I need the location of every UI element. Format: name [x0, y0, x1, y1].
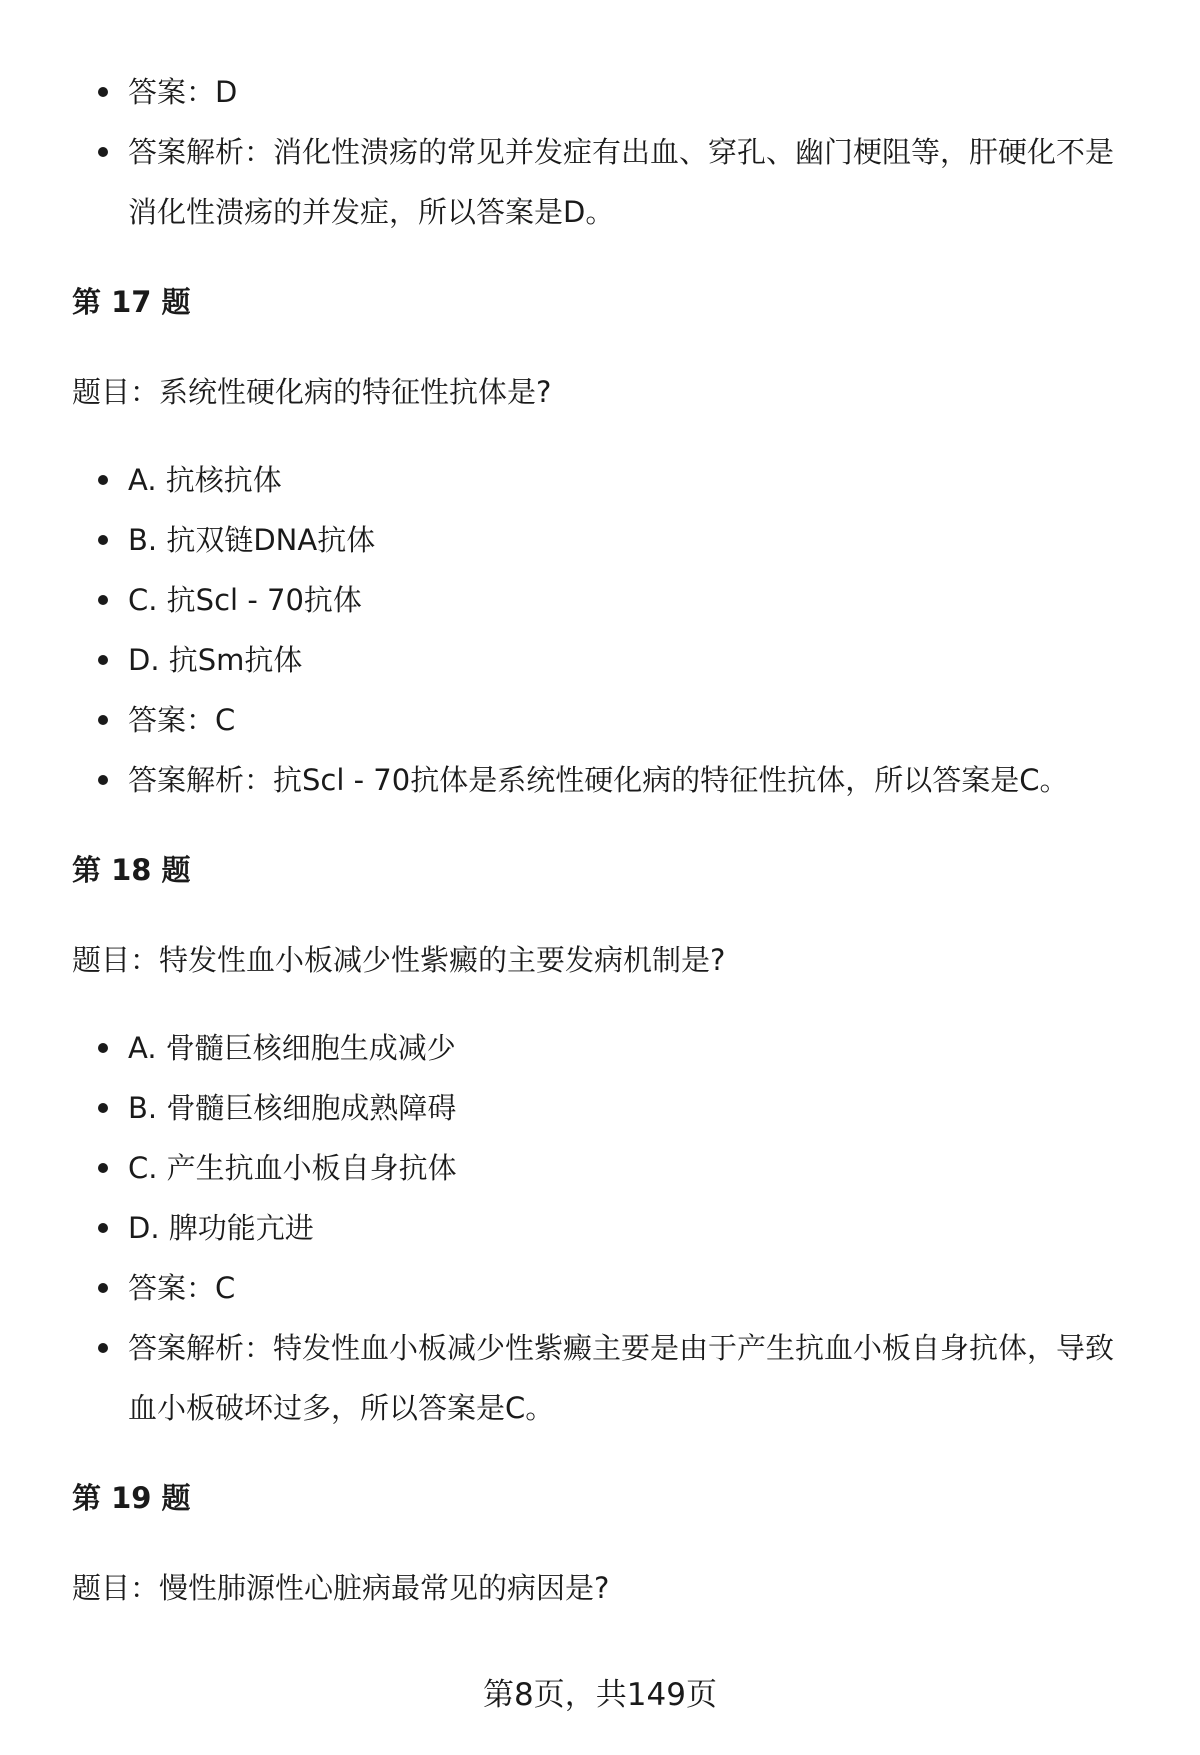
answer-explanation: 答案解析：消化性溃疡的常见并发症有出血、穿孔、幽门梗阻等，肝硬化不是消化性溃疡的并发症，所以答案是D。 [72, 122, 1142, 242]
option-a: A. 抗核抗体 [72, 450, 1142, 510]
answer-line: 答案：D [72, 62, 1142, 122]
question-heading: 第 17 题 [72, 285, 191, 319]
previous-question-tail [72, 62, 1142, 242]
option-d: D. 抗Sm抗体 [72, 630, 1142, 690]
question-17 [72, 272, 1142, 810]
document-content [72, 62, 1142, 1646]
question-text: 题目：慢性肺源性心脏病最常见的病因是? [72, 1571, 610, 1605]
question-heading: 第 19 题 [72, 1481, 191, 1515]
answer-explanation: 答案解析：特发性血小板减少性紫癜主要是由于产生抗血小板自身抗体，导致血小板破坏过多，所以答案是C。 [72, 1318, 1142, 1438]
option-list [72, 1018, 1142, 1438]
question-text: 题目：系统性硬化病的特征性抗体是? [72, 375, 552, 409]
option-b: B. 骨髓巨核细胞成熟障碍 [72, 1078, 1142, 1138]
question-heading: 第 18 题 [72, 853, 191, 887]
answer-line: 答案：C [72, 1258, 1142, 1318]
option-c: C. 抗Scl - 70抗体 [72, 570, 1142, 630]
answer-line: 答案：C [72, 690, 1142, 750]
option-a: A. 骨髓巨核细胞生成减少 [72, 1018, 1142, 1078]
option-d: D. 脾功能亢进 [72, 1198, 1142, 1258]
question-18 [72, 840, 1142, 1438]
question-text: 题目：特发性血小板减少性紫癜的主要发病机制是? [72, 943, 726, 977]
page-number-footer: 第8页，共149页 [483, 1677, 717, 1713]
option-list [72, 450, 1142, 810]
answer-explanation: 答案解析：抗Scl - 70抗体是系统性硬化病的特征性抗体，所以答案是C。 [72, 750, 1142, 810]
option-c: C. 产生抗血小板自身抗体 [72, 1138, 1142, 1198]
question-19 [72, 1468, 1142, 1618]
option-b: B. 抗双链DNA抗体 [72, 510, 1142, 570]
